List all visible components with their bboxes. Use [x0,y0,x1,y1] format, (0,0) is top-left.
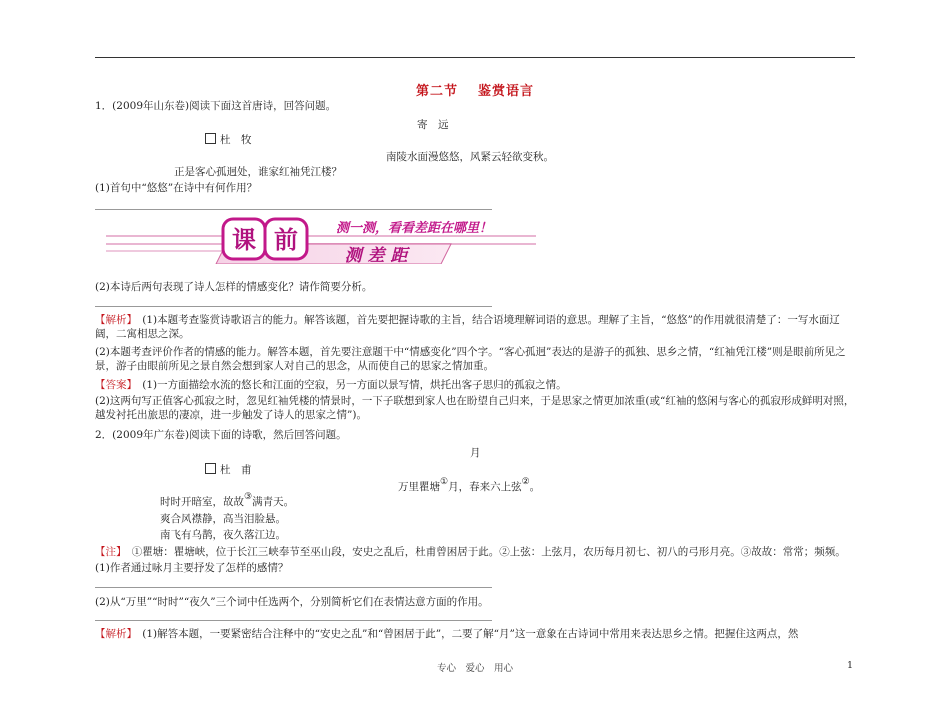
q1-sub1: (1)首句中“悠悠”在诗中有何作用？ [95,182,258,194]
pre-class-test-banner [106,216,536,264]
q2-poem-title: 月 [470,447,481,459]
q2-poem-line1: 万里瞿塘①月，春来六上弦②。 [398,477,541,493]
analysis2-p1: 【解析】 (1)解答本题，一要紧密结合注释中的“安史之乱”和“曾困居于此”，二要了解“月”这一意象在古诗词中常用来表达思乡之情。把握住这两点，然 [95,628,799,640]
analysis-tag: 【解析】 [95,314,132,326]
q2-poem-line4: 南飞有乌鹊，夜久落江边。 [160,529,286,541]
header-rule [95,57,855,58]
answer1-p2: (2)这两句写正值客心孤寂之时，忽见红袖凭楼的情景时，一下子联想到家人也在盼望自己归来，于是思家之情更加浓重(或“红袖的悠闲与客心的孤寂形成鲜明对照，越发衬托出旅思的凄凉，进一步触发了诗人的思家之情”)。 [95,395,855,421]
answer-line [95,306,492,307]
q2-sub1: (1)作者通过咏月主要抒发了怎样的感情？ [95,562,289,574]
q1-author: 杜 牧 [205,133,252,147]
answer-line [95,620,492,621]
q1-stem: 1．(2009年山东卷)阅读下面这首唐诗，回答问题。 [95,100,337,112]
analysis-tag: 【解析】 [95,628,132,640]
q2-stem: 2．(2009年广东卷)阅读下面的诗歌，然后回答问题。 [95,429,347,441]
q1-poem-line2: 正是客心孤迥处，谁家红袖凭江楼？ [174,166,342,178]
section-title: 第二节 鉴赏语言 [415,84,535,99]
q2-author: 杜 甫 [205,463,252,477]
author-marker-icon [205,133,216,144]
author-marker-icon [205,463,216,474]
q1-poem-title: 寄 远 [417,119,449,131]
answer-line [95,209,492,210]
banner-char2: 前 [274,225,298,254]
answer1-p1: 【答案】 (1)一方面描绘水流的悠长和江面的空寂，另一方面以景写情，烘托出客子思归的孤寂之情。 [95,379,567,391]
answer-line [95,587,492,588]
note-tag: 【注】 [95,546,122,558]
analysis1-p2: (2)本题考查评价作者的情感的能力。解答本题，首先要注意题干中“情感变化”四个字。“客心孤迥”表达的是游子的孤独、思乡之情，“红袖凭江楼”则是眼前所见之景，游子由眼前所见之景自然会想到家人对自己的思念，从而使自己的思家之情加重。 [95,346,846,372]
q1-poem-line1: 南陵水面漫悠悠，风紧云轻欲变秋。 [386,151,554,163]
q2-sub2: (2)从“万里”“时时”“夜久”三个词中任选两个，分别简析它们在表情达意方面的作用。 [95,596,489,608]
answer-tag: 【答案】 [95,379,132,391]
footer-motto: 专心 爱心 用心 [436,663,513,674]
banner-char1: 课 [232,225,256,254]
banner-main: 测 差 距 [344,246,408,264]
q2-poem-line3: 爽合风襟静，高当泪脸悬。 [160,513,286,525]
q1-sub2: (2)本诗后两句表现了诗人怎样的情感变化？请作简要分析。 [95,281,373,293]
q2-note: 【注】 ①瞿塘：瞿塘峡，位于长江三峡奉节至巫山段，安史之乱后，杜甫曾困居于此。②上弦：上弦月，农历每月初七、初八的弓形月亮。③故故：常常；频频。 [95,546,846,558]
page-number: 1 [847,660,854,671]
banner-slogan: 测一测，看看差距在哪里！ [335,221,493,236]
q2-poem-line2: 时时开暗室，故故③满青天。 [160,492,295,508]
analysis1-p1: 【解析】 (1)本题考查鉴赏诗歌语言的能力。解答该题，首先要把握诗歌的主旨，结合语境理解词语的意思。理解了主旨，“悠悠”的作用就很清楚了：一写水面辽阔，二寓相思之深。 [95,314,840,340]
